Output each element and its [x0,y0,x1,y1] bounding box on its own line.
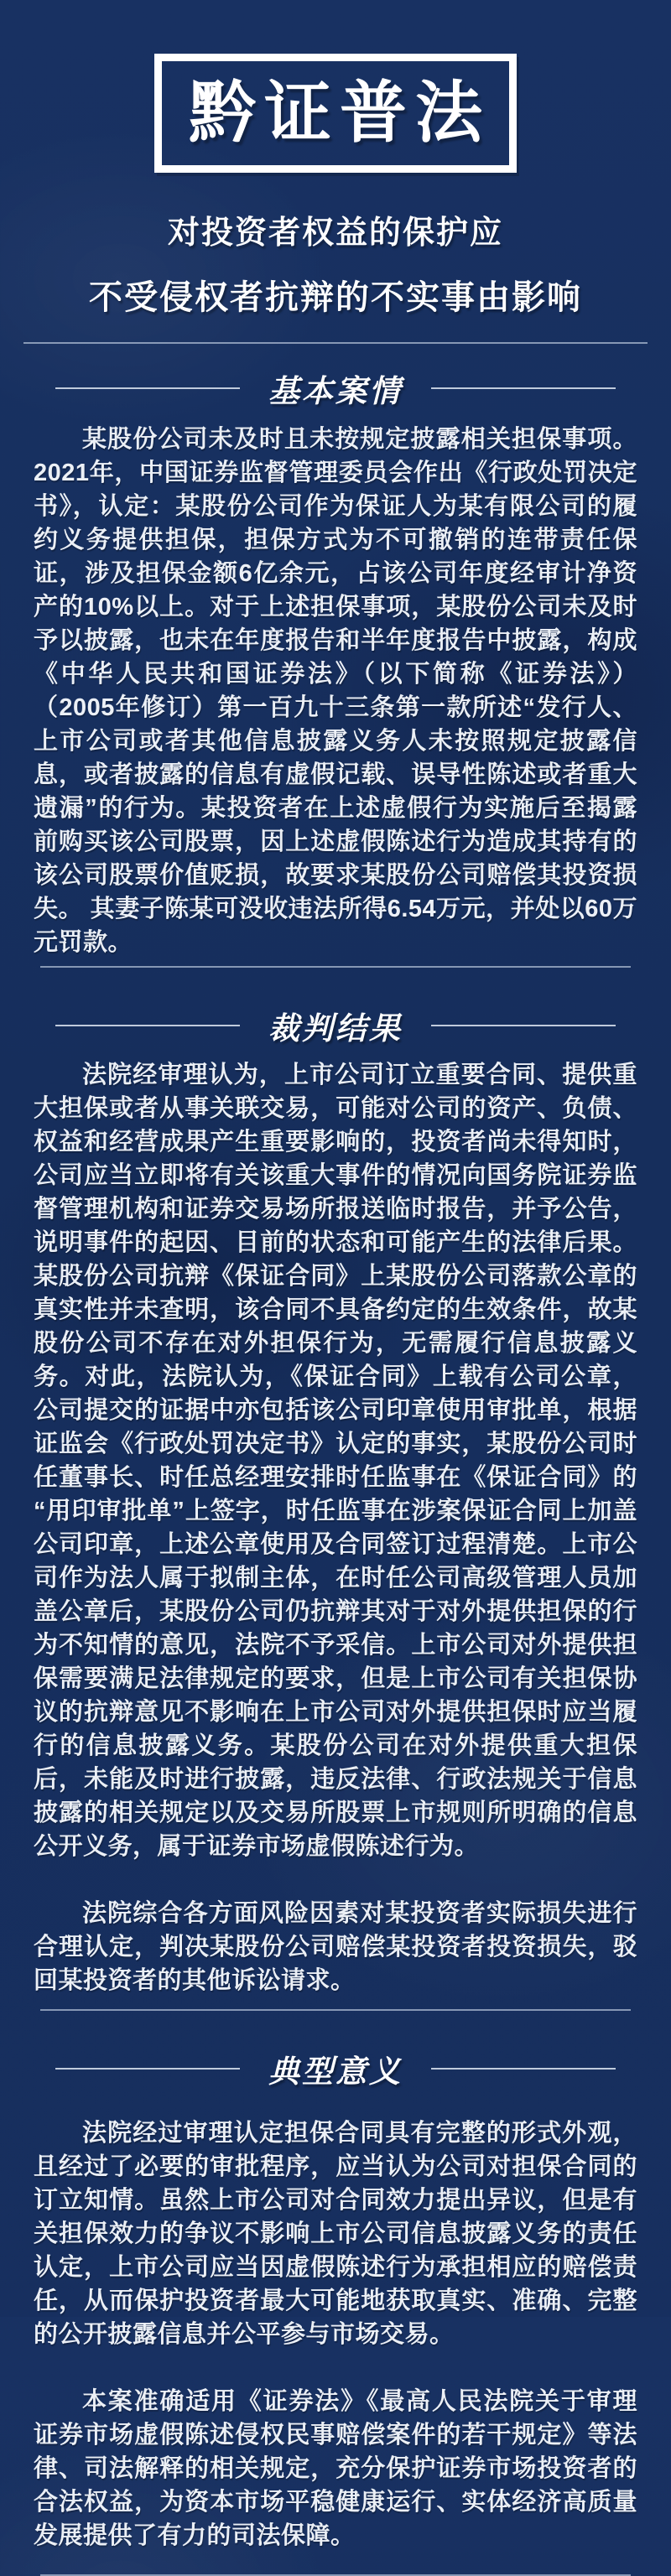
divider [40,966,631,968]
section-heading-typical-significance [55,2046,616,2091]
heading-rule-right [431,387,616,389]
section-paragraph: 本案准确适用《证券法》《最高人民法院关于审理证券市场虚假陈述侵权民事赔偿案件的若干规定》等法律、司法解释的相关规定，充分保护证券市场投资者的合法权益，为资本市场平稳健康运行、实体经济高质量发展提供了有力的司法保障。 [34,2388,637,2549]
heading-rule-right [431,1025,616,1026]
section-paragraph: 某股份公司未及时且未按规定披露相关担保事项。2021年，中国证券监督管理委员会作出《行政处罚决定书》，认定：某股份公司作为保证人为某有限公司的履约义务提供担保，担保方式为不可撤销的连带责任保证，涉及担保金额6亿余元，占该公司年度经审计净资产的10%以上。对于上述担保事项，某股份公司未及时予以披露，也未在年度报告和半年度报告中披露，构成《中华人民共和国证券法》（以下简称《证券法》）（2005年修订）第一百九十三条第一款所述“发行人、上市公司或者其他信息披露义务人未按照规定披露信息，或者披露的信息有虚假记载、误导性陈述或者重大遗漏”的行为。某投资者在上述虚假行为实施后至揭露前购买该公司股票，因上述虚假陈述行为造成其持有的该公司股票价值贬损，故要求某股份公司赔偿其投资损失。 其妻子陈某可没收违法所得6.54万元，并处以60万元罚款。 [34,426,637,956]
heading-rule-left [55,1025,240,1026]
subtitle-line-1: 对投资者权益的保护应 [167,216,503,251]
poster-title: 黔证普法 [189,75,491,150]
section-paragraph: 法院经过审理认定担保合同具有完整的形式外观，且经过了必要的审批程序，应当认为公司对担保合同的订立知情。虽然上市公司对合同效力提出异议，但是有关担保效力的争议不影响上市公司信息披露义务的责任认定，上市公司应当因虚假陈述行为承担相应的赔偿责任，从而保护投资者最大可能地获取真实、准确、完整的公开披露信息并公平参与市场交易。 [34,2120,637,2348]
section-heading-judgment-result [55,1003,616,1048]
divider [23,342,648,344]
section-paragraph: 法院综合各方面风险因素对某投资者实际损失进行合理认定，判决某股份公司赔偿某投资者投资损失，驳回某投资者的其他诉讼请求。 [34,1900,637,1994]
section-heading-text: 基本案情 [268,374,403,408]
section-heading-text: 典型意义 [268,2054,403,2089]
title-box [154,54,517,173]
section-heading-basic-facts [55,366,616,411]
section-heading-text: 裁判结果 [268,1011,403,1046]
heading-rule-left [55,2068,240,2070]
heading-rule-left [55,387,240,389]
divider [40,2009,631,2011]
section-body-judgment-result [34,1058,637,1997]
subtitle-line-2: 不受侵权者抗辩的不实事由影响 [89,279,582,316]
section-paragraph: 法院经审理认为，上市公司订立重要合同、提供重大担保或者从事关联交易，可能对公司的资产、负债、权益和经营成果产生重要影响的，投资者尚未得知时，公司应当立即将有关该重大事件的情况向国务院证券监督管理机构和证券交易场所报送临时报告，并予公告，说明事件的起因、目前的状态和可能产生的法律后果。某股份公司抗辩《保证合同》上某股份公司落款公章的真实性并未查明，该合同不具备约定的生效条件，故某股份公司不存在对外担保行为，无需履行信息披露义务。对此，法院认为，《保证合同》上载有公司公章，公司提交的证据中亦包括该公司印章使用审批单，根据证监会《行政处罚决定书》认定的事实，某股份公司时任董事长、时任总经理安排时任监事在《保证合同》的“用印审批单”上签字，时任监事在涉案保证合同上加盖公司印章，上述公章使用及合同签订过程清楚。上市公司作为法人属于拟制主体，在时任公司高级管理人员加盖公章后，某股份公司仍抗辩其对于对外提供担保的行为不知情的意见，法院不予采信。上市公司对外提供担保需要满足法律规定的要求，但是上市公司有关担保协议的抗辩意见不影响在上市公司对外提供担保时应当履行的信息披露义务。某股份公司在对外提供重大担保后，未能及时进行披露，违反法律、行政法规关于信息披露的相关规定以及交易所股票上市规则所明确的信息公开义务，属于证券市场虚假陈述行为。 [34,1062,637,1860]
heading-rule-right [431,2068,616,2070]
section-body-basic-facts [34,423,637,959]
section-body-typical-significance [34,2116,637,2553]
